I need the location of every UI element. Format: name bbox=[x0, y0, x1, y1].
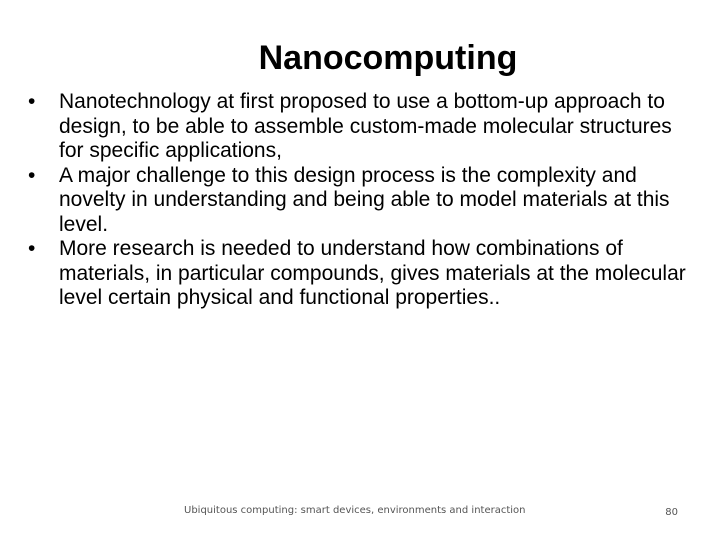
bullet-list bbox=[28, 90, 700, 311]
bullet-text: A major challenge to this design process is the complexity and novelty in understanding and being able to model materials at this level. bbox=[59, 163, 670, 236]
bullet-dot-icon: • bbox=[28, 237, 36, 260]
bullet-text: More research is needed to understand how combinations of materials, in particular compounds, gives materials at the molecular level certain physical and functional properties.. bbox=[59, 237, 686, 309]
bullet-item bbox=[28, 164, 700, 238]
bullet-dot-icon: • bbox=[28, 163, 36, 187]
bullet-dot-icon: • bbox=[28, 90, 36, 113]
page-number: 80 bbox=[665, 507, 678, 518]
bullet-item bbox=[28, 237, 700, 311]
slide-footer: Ubiquitous computing: smart devices, environments and interaction bbox=[184, 505, 526, 516]
bullet-item bbox=[28, 90, 700, 164]
slide-title: Nanocomputing bbox=[258, 39, 518, 77]
bullet-text: Nanotechnology at first proposed to use a bottom-up approach to design, to be able to assemble custom-made molecular structures for specific applications, bbox=[59, 90, 672, 162]
